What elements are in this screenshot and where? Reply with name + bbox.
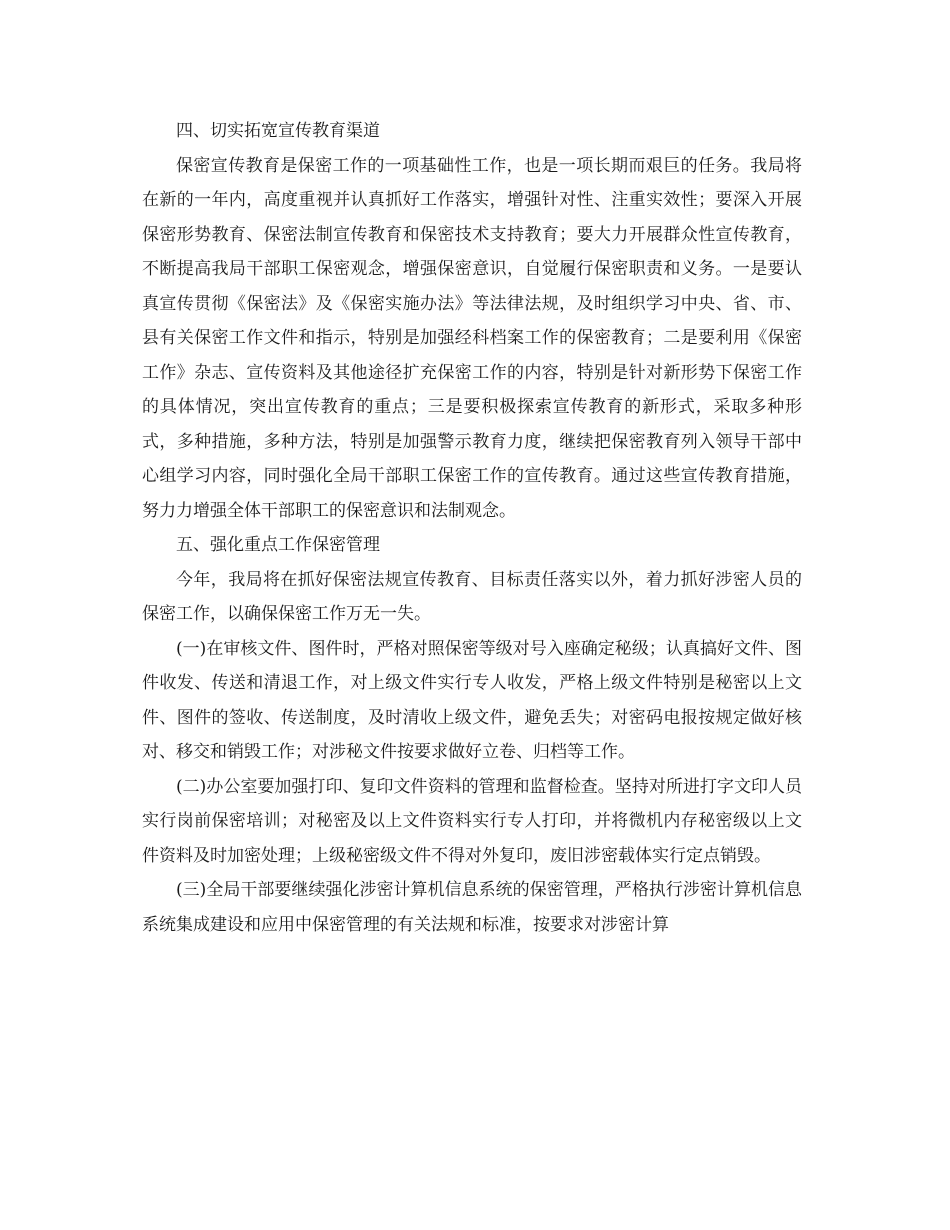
section-heading-4: 四、切实拓宽宣传教育渠道	[176, 121, 380, 141]
paragraph-item-2: (二)办公室要加强打印、复印文件资料的管理和监督检查。坚持对所进打字文印人员实行岗前保密培训；对秘密及以上文件资料实行专人打印，并将微机内存秘密级以上文件资料及时加密处理；上级秘密级文件不得对外复印，废旧涉密载体实行定点销毁。	[142, 776, 802, 866]
section-heading-5: 五、强化重点工作保密管理	[176, 535, 380, 555]
paragraph-publicity-education: 保密宣传教育是保密工作的一项基础性工作，也是一项长期而艰巨的任务。我局将在新的一年内，高度重视并认真抓好工作落实，增强针对性、注重实效性；要深入开展保密形势教育、保密法制宣传教育和保密技术支持教育；要大力开展群众性宣传教育，不断提高我局干部职工保密观念，增强保密意识，自觉履行保密职责和义务。一是要认真宣传贯彻《保密法》及《保密实施办法》等法律法规，及时组织学习中央、省、市、县有关保密工作文件和指示，特别是加强经科档案工作的保密教育；二是要利用《保密工作》杂志、宣传资料及其他途径扩充保密工作的内容，特别是针对新形势下保密工作的具体情况，突出宣传教育的重点；三是要积极探索宣传教育的新形式，采取多种形式，多种措施，多种方法，特别是加强警示教育力度，继续把保密教育列入领导干部中心组学习内容，同时强化全局干部职工保密工作的宣传教育。通过这些宣传教育措施，努力力增强全体干部职工的保密意识和法制观念。	[142, 155, 802, 521]
paragraph-key-work-intro: 今年，我局将在抓好保密法规宣传教育、目标责任落实以外，着力抓好涉密人员的保密工作，以确保保密工作万无一失。	[142, 569, 802, 624]
paragraph-item-3: (三)全局干部要继续强化涉密计算机信息系统的保密管理，严格执行涉密计算机信息系统集成建设和应用中保密管理的有关法规和标准，按要求对涉密计算	[142, 880, 802, 935]
paragraph-item-1: (一)在审核文件、图件时，严格对照保密等级对号入座确定秘级；认真搞好文件、图件收发、传送和清退工作，对上级文件实行专人收发，严格上级文件特别是秘密以上文件、图件的签收、传送制度，及时清收上级文件，避免丢失；对密码电报按规定做好核对、移交和销毁工作；对涉秘文件按要求做好立卷、归档等工作。	[142, 638, 802, 762]
document-body	[142, 114, 802, 942]
